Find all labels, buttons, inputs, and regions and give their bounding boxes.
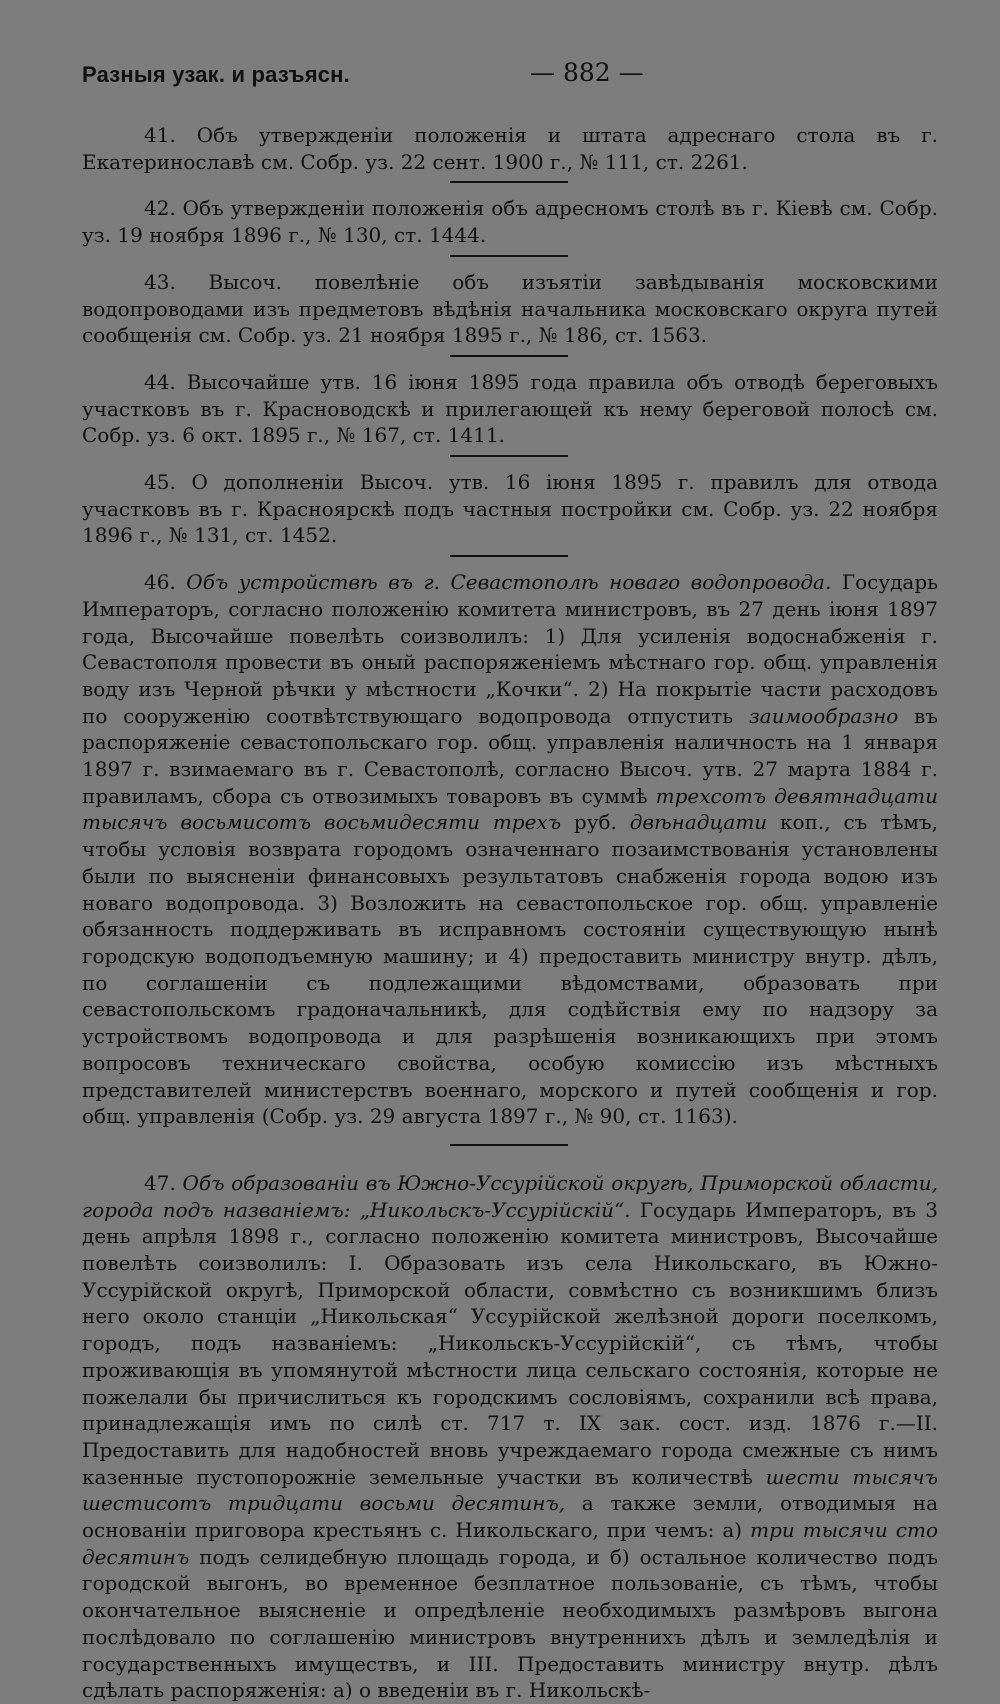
entry-44: 44. Высочайше утв. 16 іюня 1895 года правила объ отводѣ береговыхъ участковъ въ г. Красноводскѣ и прилегающей къ нему береговой полосѣ см. Собр. уз. 6 окт. 1895 г., № 167, ст. 1411.: [82, 369, 938, 448]
entry-text: руб.: [573, 810, 617, 835]
separator-rule: [450, 455, 568, 457]
entry-text: а также земли, отводимыя на основаніи приговора крестьянъ с. Никольскаго, при чемъ: а): [82, 1491, 939, 1543]
separator-rule: [450, 355, 568, 357]
entry-number: 46.: [144, 570, 176, 595]
section-title: Разныя узак. и разъясн.: [82, 62, 350, 87]
emphasis-text: заимообразно: [748, 703, 899, 728]
page-number: — 882 —: [530, 58, 644, 87]
entry-45: 45. О дополненіи Высоч. утв. 16 іюня 1895 г. правилъ для отвода участковъ въ г. Красноярскѣ подъ частныя постройки см. Собр. уз. 22 ноября 1896 г., № 131, ст. 1452.: [82, 470, 938, 548]
entry-text: въ распоряженіе севастопольскаго гор. общ. управленія наличность на 1 января 1897 г. взимаемаго въ г. Севастополѣ, согласно Высоч. утв. 27 марта 1884 г. правиламъ, сбора съ отвозимыхъ товаровъ въ суммѣ: [82, 703, 939, 808]
entry-42: 42. Объ утвержденіи положенія объ адресномъ столѣ въ г. Кіевѣ см. Собр. уз. 19 ноября 1896 г., № 130, ст. 1444.: [82, 196, 938, 248]
entry-title: Объ устройствѣ въ г. Севастополѣ новаго водопровода.: [186, 570, 832, 595]
emphasis-text: шести тысячъ шестисотъ тридцати восьми десятинъ,: [82, 1464, 939, 1516]
emphasis-text: три тысячи сто десятинъ: [82, 1518, 938, 1569]
entry-46: [82, 569, 938, 1130]
entry-43: 43. Высоч. повелѣніе объ изъятіи завѣдыванія московскими водопроводами изъ предметовъ вѣдѣнія начальника московскаго округа путей сообщенія см. Собр. уз. 21 ноября 1895 г., № 186, ст. 1563.: [82, 269, 938, 348]
entry-text: Государь Императоръ, согласно положенію комитета министровъ, въ 27 день іюня 1897 года, Высочайше повелѣть соизволилъ: 1) Для усиленія водоснабженія г. Севастополя провести въ оный распоряженіемъ мѣстнаго гор. общ. управленія воду изъ Черной рѣчки у мѣстности „Кочки“. 2) На покрытіе части расходовъ по сооруженію соотвѣтствующаго водопровода отпустить: [82, 570, 939, 728]
entry-number: 47.: [144, 1170, 176, 1195]
separator-rule: [450, 555, 568, 557]
body-text: [82, 122, 938, 1704]
emphasis-text: трехсотъ девятнадцати тысячъ восьмисотъ восьмидесяти трехъ: [82, 783, 938, 835]
entry-text: коп., съ тѣмъ, чтобы условія возврата городомъ означеннаго позаимствованія установлены были по выясненіи финансовыхъ результатовъ снабженія города водою изъ новаго водопровода. 3) Возложить на севастопольское гор. общ. управленіе обязанность поддерживать въ исправномъ состояніи существующую нынѣ городскую водоподъемную машину; и 4) предоставить министру внутр. дѣлъ, по соглашеніи съ подлежащими вѣдомствами, образовать при севастопольскомъ градоначальникѣ, для содѣйствія ему по надзору за устройствомъ водопровода и для разрѣшенія возникающихъ при этомъ вопросовъ техническаго свойства, особую комиссію изъ мѣстныхъ представителей министерствъ военнаго, морского и путей сообщенія и гор. общ. управленія (Собр. уз. 29 августа 1897 г., № 90, ст. 1163).: [82, 810, 939, 1129]
entry-47: [82, 1170, 938, 1704]
page-header: [82, 58, 936, 98]
entry-text: подъ селидебную площадь города, и б) остальное количество подъ городской выгонъ, во временное безплатное пользованіе, съ тѣмъ, чтобы окончательное выясненіе и опредѣленіе необходимыхъ размѣровъ выгона послѣдовало по соглашенію министровъ внутреннихъ дѣлъ и земледѣлія и государственныхъ имуществъ, и III. Предоставить министру внутр. дѣлъ сдѣлать распоряженія: а) о введеніи въ г. Никольскѣ-: [82, 1544, 938, 1703]
entry-title: Объ образованіи въ Южно-Уссурійской округѣ, Приморской области, города подъ названіемъ: „Никольскъ-Уссурійскій“.: [82, 1170, 939, 1222]
emphasis-text: двѣнадцати: [629, 810, 768, 835]
separator-rule: [450, 1144, 568, 1146]
entry-41: 41. Объ утвержденіи положенія и штата адреснаго стола въ г. Екатеринославѣ см. Собр. уз. 22 сент. 1900 г., № 111, ст. 2261.: [82, 123, 938, 174]
separator-rule: [450, 181, 568, 183]
separator-rule: [450, 255, 568, 257]
entry-text: Государь Императоръ, въ 3 день апрѣля 1898 г., согласно положенію комитета министровъ, Высочайше повелѣть соизволилъ: I. Образовать изъ села Никольскаго, въ Южно-Уссурійской округѣ, Приморской области, совмѣстно съ возникшимъ близъ него около станціи „Никольская“ Уссурійской желѣзной дороги поселкомъ, городъ, подъ названіемъ: „Никольскъ-Уссурійскій“, съ тѣмъ, чтобы проживающія въ упомянутой мѣстности лица сельскаго состоянія, которые не пожелали бы причислиться къ городскимъ сословіямъ, сохранили всѣ права, принадлежащія имъ по силѣ ст. 717 т. IX зак. сост. изд. 1876 г.—II. Предоставить для надобностей вновь учреждаемаго города смежные съ нимъ казенные пустопорожніе земельные участки въ количествѣ: [82, 1197, 938, 1489]
